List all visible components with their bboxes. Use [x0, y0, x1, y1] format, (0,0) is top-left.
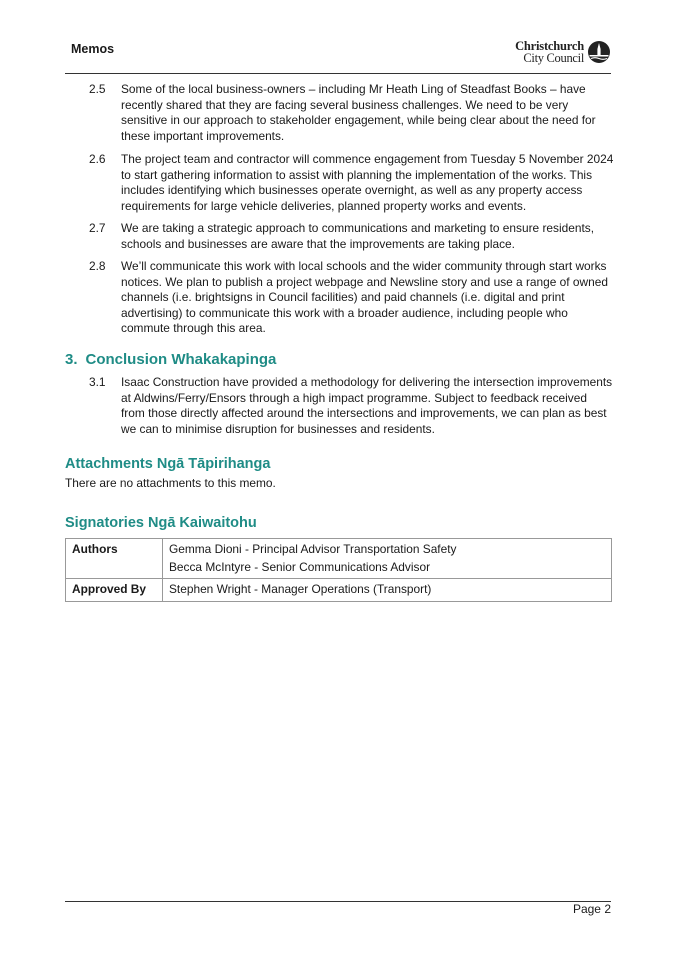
- approved-by-label: Approved By: [66, 579, 163, 602]
- paragraph-number: 2.8: [89, 259, 106, 273]
- logo-line1: Christchurch: [515, 39, 584, 53]
- approver-name: Stephen Wright - Manager Operations (Transport): [163, 579, 612, 602]
- paragraph-text: The project team and contractor will commence engagement from Tuesday 5 November 2024 to start gathering information to assist with planning the implementation of the works. This includes identifying which businesses operate overnight, as well as any property access requirements for large vehicle deliveries, planned property works and events.: [121, 152, 614, 213]
- paragraph-number: 2.5: [89, 82, 106, 96]
- paragraph-text: Some of the local business-owners – including Mr Heath Ling of Steadfast Books – have recently shared that they are facing several business challenges. We need to be very sensitive in our approach to stakeholder engagement, while being clear about the need for these important improvements.: [121, 82, 596, 143]
- paragraph-2-8: [89, 259, 614, 337]
- council-logo: [515, 40, 611, 64]
- christchurch-cathedral-logo-icon: [587, 40, 611, 64]
- footer-divider: [65, 901, 611, 902]
- page-number: Page 2: [572, 902, 611, 916]
- author-name: Becca McIntyre - Senior Communications Advisor: [169, 559, 431, 574]
- paragraph-3-1: [89, 375, 614, 437]
- paragraph-text: Isaac Construction have provided a methodology for delivering the intersection improvements at Aldwins/Ferry/Ensors through a high impact programme. Subject to feedback received from those directly affected around the intersections and improvements, we can plan as best we can to minimise disruption for businesses and residents.: [121, 375, 613, 436]
- attachments-note: There are no attachments to this memo.: [65, 476, 276, 490]
- paragraph-2-7: [89, 221, 614, 252]
- paragraph-text: We are taking a strategic approach to communications and marketing to ensure residents, schools and businesses are aware that the improvements are taking place.: [121, 221, 595, 251]
- logo-text: [515, 40, 584, 64]
- section-title: Conclusion Whakakapinga: [85, 351, 277, 368]
- attachments-heading: Attachments Ngā Tāpirihanga: [65, 456, 271, 472]
- paragraph-number: 2.7: [89, 221, 106, 235]
- paragraph-number: 2.6: [89, 152, 106, 166]
- header-title: Memos: [71, 42, 115, 56]
- author-name: Gemma Dioni - Principal Advisor Transportation Safety: [169, 542, 457, 556]
- paragraph-text: We’ll communicate this work with local schools and the wider community through start works notices. We plan to publish a project webpage and Newsline story and use a range of owned channels (i.e. brightsigns in Council facilities) and paid channels (i.e. digital and print advertising) to communicate this work with a broader audience, including people who commute through this area.: [121, 259, 608, 335]
- authors-label: Authors: [66, 539, 163, 579]
- paragraph-2-5: [89, 82, 614, 144]
- signatories-table: [65, 538, 612, 602]
- logo-line2: City Council: [523, 51, 584, 65]
- page-header: [65, 38, 611, 74]
- authors-cell: [163, 539, 612, 579]
- signatories-heading: Signatories Ngā Kaiwaitohu: [65, 515, 257, 531]
- paragraph-number: 3.1: [89, 375, 106, 389]
- section-number: 3.: [65, 351, 78, 368]
- table-row: [66, 539, 612, 579]
- paragraph-2-6: [89, 152, 614, 214]
- table-row: [66, 579, 612, 602]
- section-heading-conclusion: [65, 351, 276, 368]
